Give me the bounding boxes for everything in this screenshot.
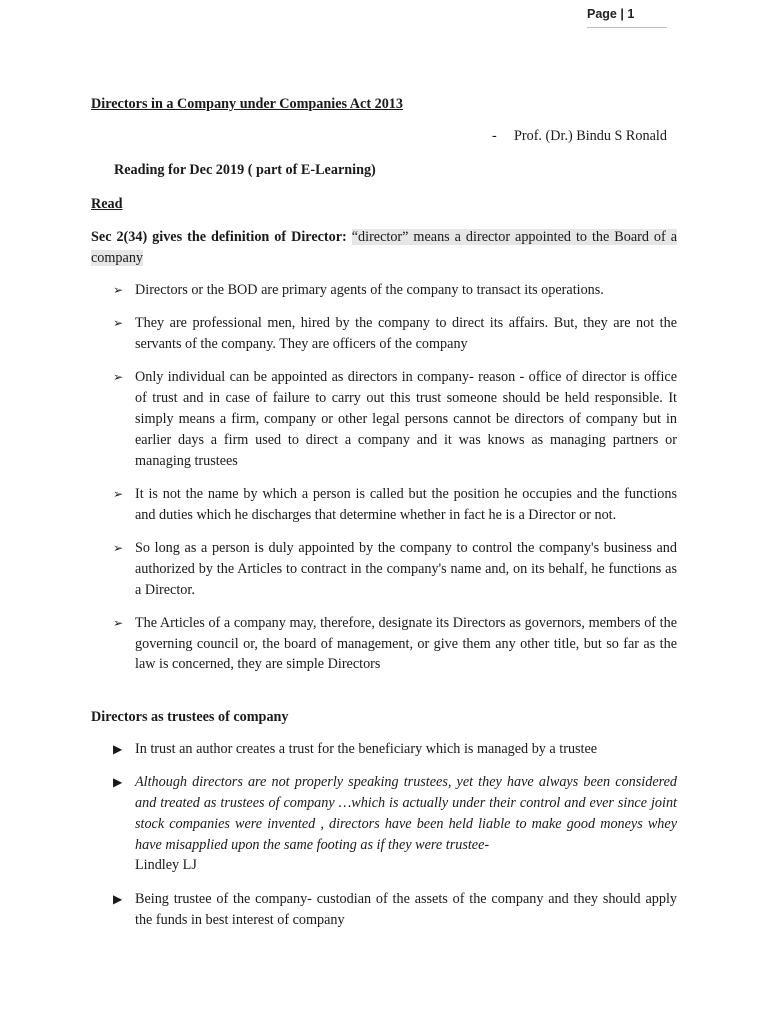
list-item: ➢ The Articles of a company may, therefore, designate its Directors as governors, members of the governing council or, the board of management, or give them any other title, but so far as the law is concerned, they are simple Directors: [113, 614, 677, 673]
author-dash: -: [492, 128, 497, 144]
arrow-bullet-icon: ➢: [113, 540, 124, 555]
trustee-points-list: [113, 739, 677, 943]
list-item: ➢ It is not the name by which a person is called but the position he occupies and the functions and duties which he discharges that determine whether in fact he is a Director or not.: [113, 485, 677, 523]
director-definition: [91, 227, 677, 269]
author-name: Prof. (Dr.) Bindu S Ronald: [514, 128, 667, 144]
page-number-header: Page | 1: [587, 4, 667, 28]
arrow-bullet-icon: ➢: [113, 283, 124, 297]
document-title: Directors in a Company under Companies Act 2013: [91, 96, 403, 112]
list-item: ➢ Only individual can be appointed as directors in company- reason - office of director is office of trust and in case of failure to carry out this trust someone should be held responsible. It simply means a firm, company or other legal persons cannot be directors of company but in earlier days a firm used to direct a company and it was knows as managing partners or managing trustees: [113, 369, 677, 469]
arrow-bullet-icon: ➢: [113, 316, 124, 331]
arrow-bullet-icon: ➢: [113, 370, 124, 385]
author-line: [492, 126, 667, 147]
list-item: ▶ In trust an author creates a trust for the beneficiary which is managed by a trustee: [113, 739, 677, 760]
list-item: [113, 772, 677, 876]
list-item: ➢ So long as a person is duly appointed by the company to control the company's business and authorized by the Articles to contract in the company's name and, on its behalf, he functions as a Director.: [113, 539, 677, 598]
definition-quote: “director” means a director appointed to the Board of a company: [91, 229, 678, 266]
triangle-bullet-icon: ▶: [113, 775, 123, 790]
trustees-section-heading: Directors as trustees of company: [91, 709, 289, 725]
director-points-list: [113, 280, 677, 688]
list-item: ➢ They are professional men, hired by the company to direct its affairs. But, they are not the servants of the company. They are officers of the company: [113, 315, 677, 353]
list-item: ▶ Being trustee of the company- custodian of the assets of the company and they should apply the funds in best interest of company: [113, 890, 677, 928]
list-item: ➢ Directors or the BOD are primary agents of the company to transact its operations.: [113, 280, 677, 301]
triangle-bullet-icon: ▶: [113, 742, 123, 756]
reading-note: Reading for Dec 2019 ( part of E-Learning): [114, 162, 376, 178]
quote-attribution: Lindley LJ: [135, 857, 197, 874]
arrow-bullet-icon: ➢: [113, 615, 124, 630]
read-heading: Read: [91, 196, 123, 212]
triangle-bullet-icon: ▶: [113, 891, 123, 906]
arrow-bullet-icon: ➢: [113, 486, 124, 501]
lindley-quote: Although directors are not properly speaking trustees, yet they have always been considered and treated as trustees of company …which is actually under their control and ever since joint stock companies were invented , directors have been held liable to make good moneys whey have misapplied upon the same footing as if they were trustee-: [135, 774, 677, 853]
definition-label: Sec 2(34) gives the definition of Director:: [91, 229, 347, 245]
